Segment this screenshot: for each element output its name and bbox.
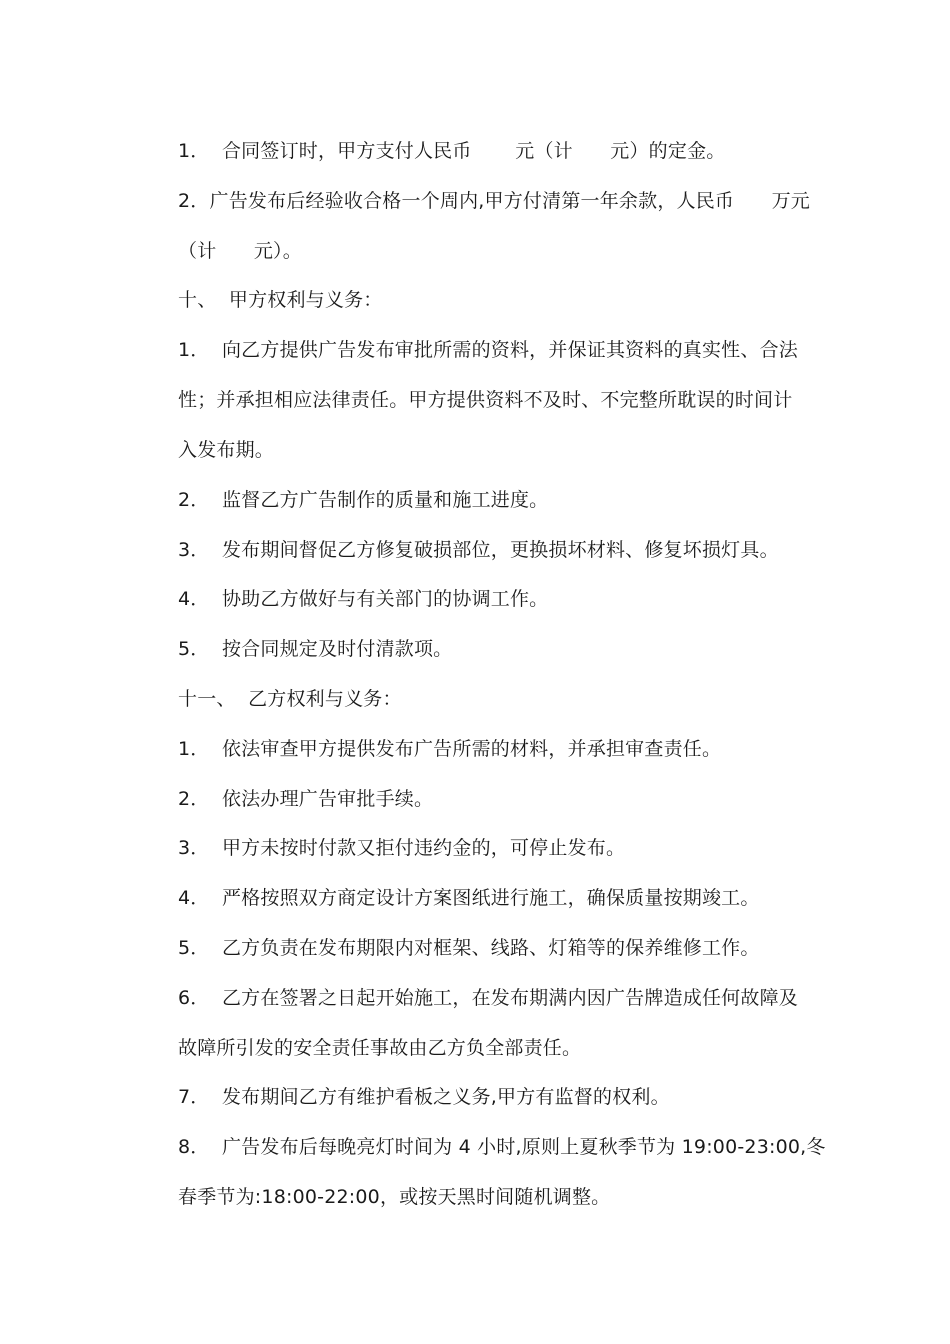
text-line: 5． 乙方负责在发布期限内对框架、线路、灯箱等的保养维修工作。 [178, 937, 760, 959]
text-line: 5． 按合同规定及时付清款项。 [178, 638, 453, 660]
text-line: 1． 向乙方提供广告发布审批所需的资料，并保证其资料的真实性、合法 [178, 339, 798, 361]
text-line: 8． 广告发布后每晚亮灯时间为 4 小时,原则上夏秋季节为 19:00-23:00,冬 [178, 1136, 826, 1158]
section-heading: 十、 甲方权利与义务： [178, 289, 383, 311]
text-line: 4． 严格按照双方商定设计方案图纸进行施工，确保质量按期竣工。 [178, 887, 760, 909]
text-line: 性；并承担相应法律责任。甲方提供资料不及时、不完整所耽误的时间计 [178, 389, 793, 411]
text-line: 1． 依法审查甲方提供发布广告所需的材料，并承担审查责任。 [178, 738, 722, 760]
section-heading: 十一、 乙方权利与义务： [178, 688, 402, 710]
text-line: 春季节为:18:00-22:00，或按天黑时间随机调整。 [178, 1186, 611, 1208]
text-line: 1． 合同签订时，甲方支付人民币 元（计 元）的定金。 [178, 140, 726, 162]
text-line: 7． 发布期间乙方有维护看板之义务,甲方有监督的权利。 [178, 1086, 670, 1108]
text-line: 4． 协助乙方做好与有关部门的协调工作。 [178, 588, 549, 610]
text-line: 故障所引发的安全责任事故由乙方负全部责任。 [178, 1037, 582, 1059]
text-line: 2． 依法办理广告审批手续。 [178, 788, 434, 810]
text-line: 2． 监督乙方广告制作的质量和施工进度。 [178, 489, 549, 511]
text-line: 3． 甲方未按时付款又拒付违约金的，可停止发布。 [178, 837, 626, 859]
text-line: （计 元）。 [178, 240, 302, 262]
text-line: 入发布期。 [178, 439, 275, 461]
text-line: 2．广告发布后经验收合格一个周内,甲方付清第一年余款，人民币 万元 [178, 190, 810, 212]
text-line: 3． 发布期间督促乙方修复破损部位，更换损坏材料、修复坏损灯具。 [178, 539, 779, 561]
text-line: 6． 乙方在签署之日起开始施工，在发布期满内因广告牌造成任何故障及 [178, 987, 798, 1009]
